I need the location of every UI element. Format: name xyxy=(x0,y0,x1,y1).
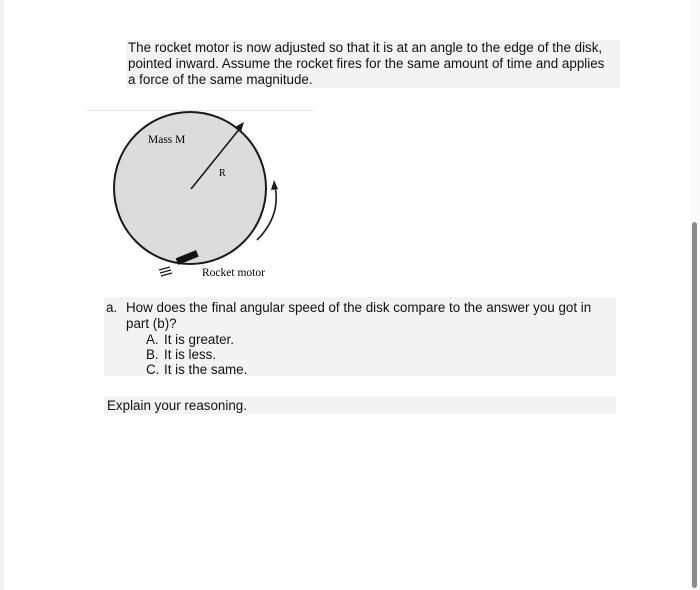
choice-c-letter: C. xyxy=(146,362,160,377)
radius-label: R xyxy=(219,168,226,179)
choice-a-text: It is greater. xyxy=(164,332,234,347)
intro-line-1: The rocket motor is now adjusted so that it is at an angle to the edge of the disk, xyxy=(128,40,603,55)
explain-text: Explain your reasoning. xyxy=(107,398,247,413)
page-edge xyxy=(0,0,4,590)
choice-c[interactable] xyxy=(146,362,247,378)
intro-paragraph xyxy=(126,40,620,88)
explain-prompt xyxy=(104,397,616,414)
question-text-line-1: How does the final angular speed of the disk compare to the answer you got in xyxy=(126,300,592,315)
rocket-motor-label: Rocket motor xyxy=(202,267,265,279)
choice-b-letter: B. xyxy=(146,347,159,362)
intro-line-2: pointed inward. Assume the rocket fires for the same amount of time and applies xyxy=(128,56,605,71)
question-a xyxy=(104,297,616,376)
exhaust-icon xyxy=(159,267,172,276)
choice-a[interactable] xyxy=(146,332,234,348)
question-text-line-2: part (b)? xyxy=(126,316,177,331)
choice-b[interactable] xyxy=(146,347,216,363)
choice-c-text: It is the same. xyxy=(164,362,248,377)
disk-diagram xyxy=(100,110,300,285)
intro-line-3: a force of the same magnitude. xyxy=(128,72,313,87)
scrollbar-thumb[interactable] xyxy=(692,222,697,588)
choice-b-text: It is less. xyxy=(164,347,217,362)
choice-a-letter: A. xyxy=(146,332,159,347)
mass-label: Mass M xyxy=(148,134,186,146)
disk xyxy=(114,112,266,264)
question-number: a. xyxy=(106,300,118,315)
rotation-arrowhead xyxy=(271,180,278,190)
